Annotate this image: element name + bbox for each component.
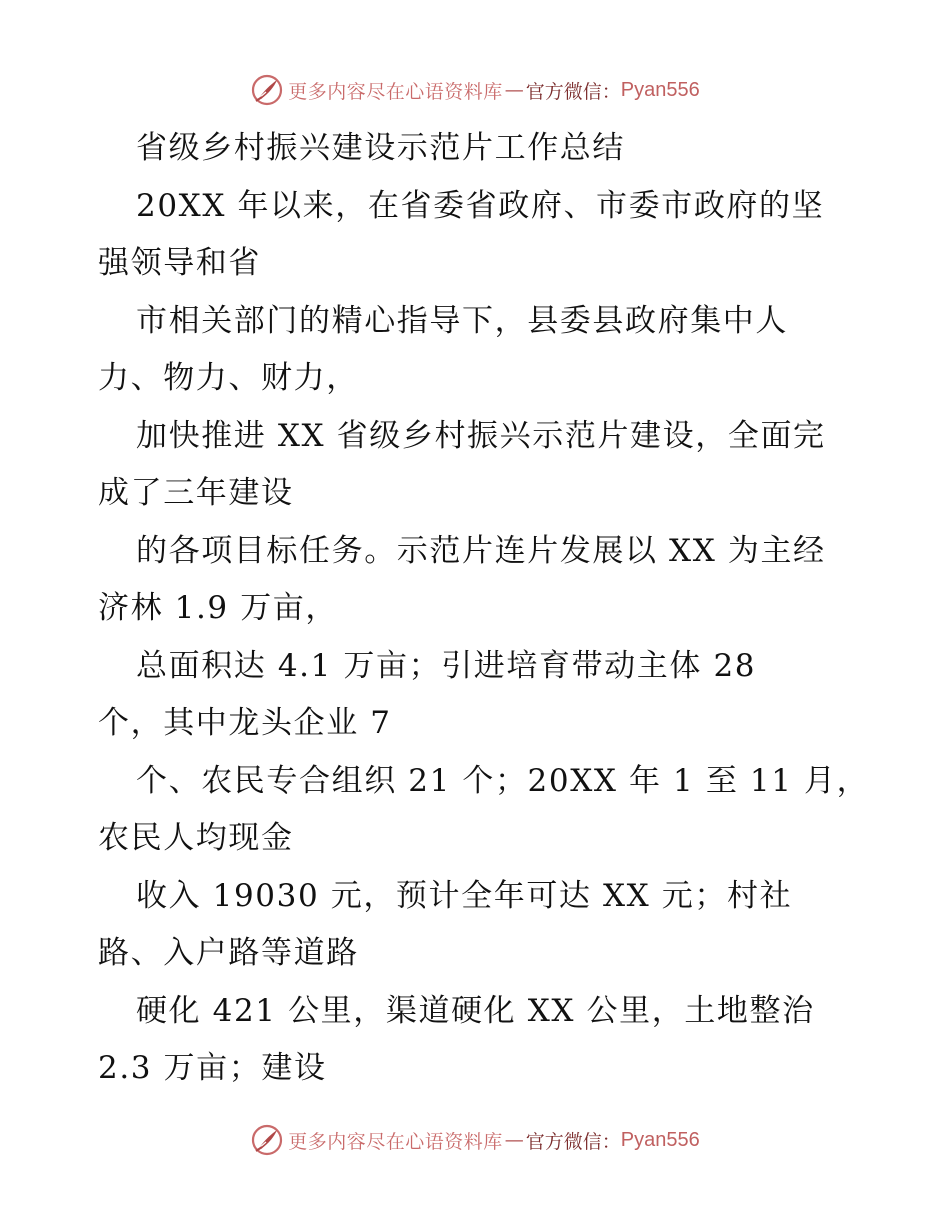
watermark-brand-text: 更多内容尽在心语资料库 [288,1130,503,1153]
paragraph-line: 加快推进 XX 省级乡村振兴示范片建设，全面完 [136,417,826,454]
watermark-dash: — [504,1129,524,1151]
document-body [98,120,870,1098]
paragraph-line: 济林 1.9 万亩， [98,590,339,626]
paragraph-line: 路、入户路等道路 [98,935,359,971]
paragraph-line: 强领导和省 [98,245,261,281]
paragraph-line: 力、物力、财力， [98,360,359,396]
watermark-label: 官方微信： [525,1130,621,1153]
paragraph-line: 农民人均现金 [98,820,294,856]
paragraph-line: 20XX 年以来，在省委省政府、市委市政府的坚 [136,187,825,224]
watermark-wechat-id: Pyan556 [620,1128,700,1151]
paragraph-line: 收入 19030 元，预计全年可达 XX 元；村社 [136,877,793,914]
paragraph-line: 的各项目标任务。示范片连片发展以 XX 为主经 [136,532,826,569]
document-title: 省级乡村振兴建设示范片工作总结 [136,130,625,166]
paragraph-line: 2.3 万亩；建设 [98,1050,327,1086]
feather-pen-logo-icon [250,1123,284,1157]
watermark-dash: — [504,79,524,101]
paragraph-line: 硬化 421 公里，渠道硬化 XX 公里，土地整治 [136,992,815,1029]
watermark-label: 官方微信： [525,80,621,103]
feather-pen-logo-icon [250,73,284,107]
paragraph-line: 成了三年建设 [98,475,294,511]
paragraph-line: 总面积达 4.1 万亩；引进培育带动主体 28 [136,647,757,684]
watermark-wechat-id: Pyan556 [620,78,700,101]
paragraph-line: 个、农民专合组织 21 个；20XX 年 1 至 11 月， [136,762,870,799]
paragraph-line: 市相关部门的精心指导下，县委县政府集中人 [136,302,788,339]
header-watermark [0,70,950,110]
watermark-brand-text: 更多内容尽在心语资料库 [288,80,503,103]
paragraph-line: 个，其中龙头企业 7 [98,705,392,741]
footer-watermark [0,1120,950,1160]
